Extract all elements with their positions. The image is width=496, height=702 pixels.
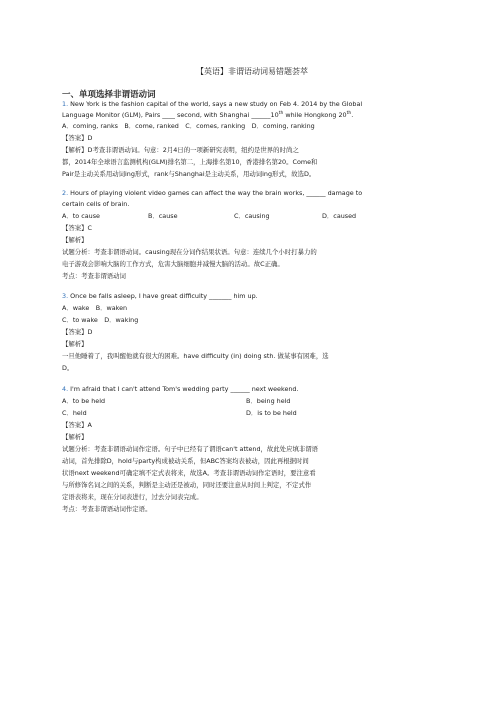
explanation-line: 一旦他睡着了，我叫醒他就有很大的困难。have difficulty (in) doing sth. 做某事有困难，选 <box>62 352 329 360</box>
option-c: C．causing <box>234 212 270 220</box>
explanation-label: 【解析】 <box>62 236 88 244</box>
text-segment: . <box>351 111 354 119</box>
question-text: Once be falls asleep, I have great difficulty _______ him up. <box>70 292 258 300</box>
explanation-label: 【解析】 <box>62 340 88 348</box>
option-c: C．held <box>62 409 87 417</box>
explanation-line: 试题分析：考查非谓语动词。causing现在分词作结果状语。句意：连续几个小时打暴力的 <box>62 248 317 256</box>
explanation-line: 状语next weekend可确定填不定式表将来，故选A。考查非谓语动词作定语时，要注意看 <box>62 469 316 477</box>
question-options: A．wake B．waken <box>62 304 128 312</box>
question-number: 4. <box>62 385 69 393</box>
superscript: th <box>278 110 284 116</box>
explanation-line: 电子游戏会影响大脑的工作方式，危害大脑细胞并减慢大脑的活动。故C正确。 <box>62 260 284 268</box>
question-text: I'm afraid that I can't attend Tom's wedding party ______ next weekend. <box>70 385 299 393</box>
explanation-line: 试题分析：考查非谓语动词作定语。句子中已经有了谓语can't attend，故此处应填非谓语 <box>62 445 319 453</box>
explanation-line: 都，2014年全球语言监测机构(GLM)排名第二，上海排名第10，香港排名第20。Come和 <box>62 158 318 166</box>
section-heading: 一、单项选择非谓语动词 <box>62 90 156 100</box>
explanation-line: 考点：考查非谓语动词作定语。 <box>62 505 152 513</box>
explanation-line: 与所修饰名词之间的关系，判断是主动还是被动，同时还要注意从时间上判定，不定式作 <box>62 481 312 489</box>
option-b: B．being held <box>246 397 291 405</box>
explanation-line: 定语表将来，现在分词表进行，过去分词表完成。 <box>62 493 203 501</box>
question-number: 1. <box>62 100 69 108</box>
explanation-line: D。 <box>62 364 74 372</box>
question-number: 2. <box>62 189 69 197</box>
superscript: th <box>346 110 352 116</box>
question-text: Hours of playing violent video games can affect the way the brain works, ______ damage to <box>70 189 363 197</box>
option-d: D．caused <box>322 212 357 220</box>
explanation-line: Pair是主动关系用动词ing形式，rank与Shanghai是主动关系，用动词ing形式，故选D。 <box>62 170 316 178</box>
question-4 <box>62 385 299 394</box>
option-b: B．cause <box>148 212 178 220</box>
question-2 <box>62 189 362 198</box>
option-d: D．is to be held <box>246 409 297 417</box>
option-a: A．to cause <box>62 212 100 220</box>
explanation-line: 考点：考查非谓语动词 <box>62 272 126 280</box>
answer-line: 【答案】C <box>62 224 93 232</box>
answer-line: 【答案】A <box>62 421 92 429</box>
question-3 <box>62 292 258 301</box>
text-segment: Language Monitor (GLM), Pairs ____ second, with Shanghai ______10 <box>62 111 279 119</box>
text-segment: while Hongkong 20 <box>283 111 347 119</box>
option-a: A．to be held <box>62 397 106 405</box>
question-options: C．to wake D．waking <box>62 316 139 324</box>
explanation-label: 【解析】 <box>62 433 88 441</box>
answer-line: 【答案】D <box>62 328 93 336</box>
explanation-line: 【解析】D考查非谓语动词。句意：2月4日的一项新研究表明，纽约是世界的时尚之 <box>62 146 299 154</box>
explanation-line: 动词，首先排除D，hold与party构成被动关系，但ABC答案均表被动，因此再根据时间 <box>62 457 309 465</box>
question-text: New York is the fashion capital of the world, says a new study on Feb 4. 2014 by the Global <box>70 100 363 108</box>
answer-line: 【答案】D <box>62 134 93 142</box>
question-1 <box>62 100 362 109</box>
question-text-line <box>62 111 353 120</box>
question-options: A．coming, ranks B．come, ranked C．comes, ranking D．coming, ranking <box>62 122 315 130</box>
page-title: 【英语】非谓语动词易错题荟萃 <box>196 67 308 76</box>
question-number: 3. <box>62 292 69 300</box>
question-text-line: certain cells of brain. <box>62 200 130 208</box>
